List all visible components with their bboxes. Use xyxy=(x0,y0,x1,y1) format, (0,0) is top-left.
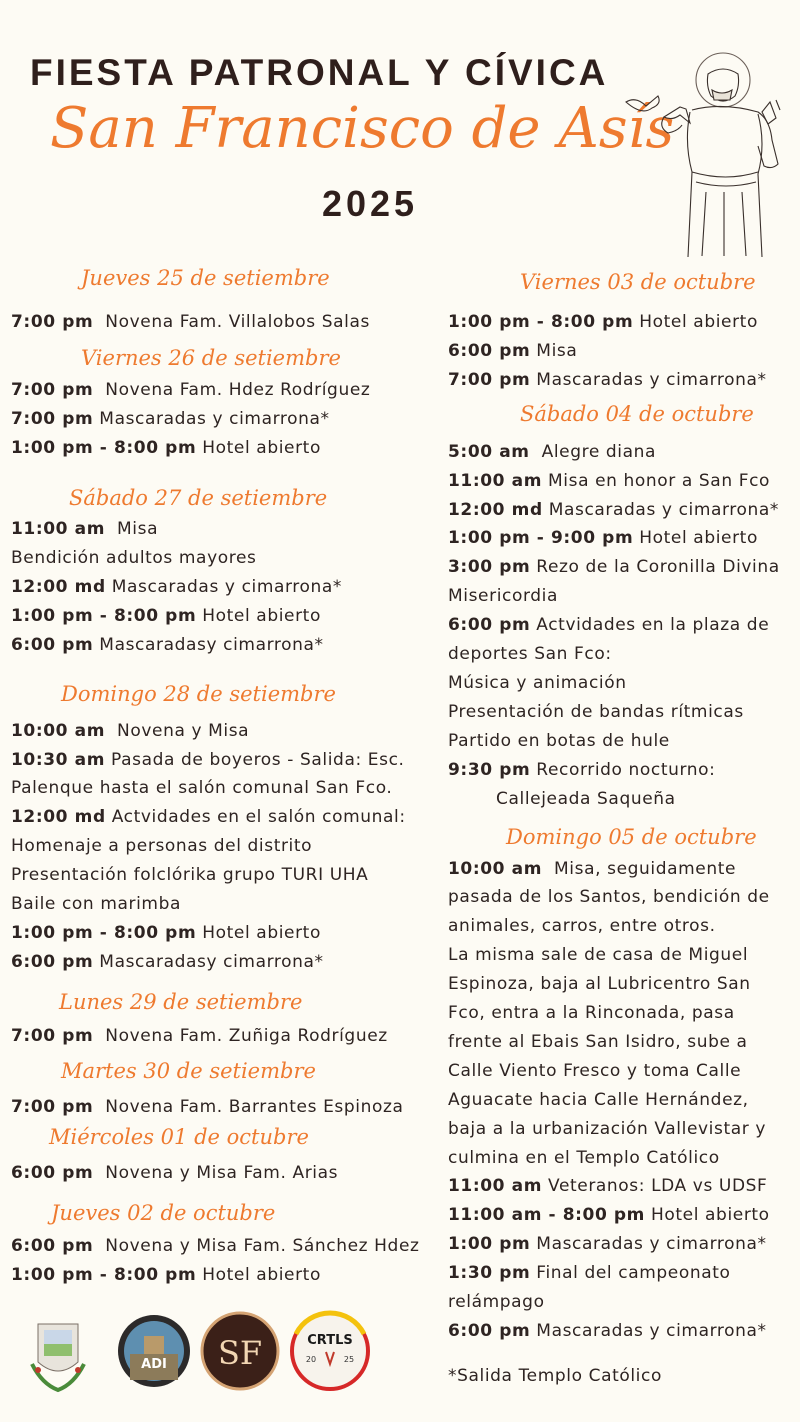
schedule-activity: Novena y Misa Fam. Arias xyxy=(93,1163,339,1183)
schedule-activity: Actvidades en la plaza de xyxy=(530,615,770,635)
schedule-item xyxy=(11,635,324,655)
schedule-item xyxy=(11,438,321,458)
schedule-time: 6:00 pm xyxy=(11,1236,94,1256)
schedule-activity: pasada de los Santos, bendición de xyxy=(448,887,770,907)
schedule-time: 1:00 pm - 8:00 pm xyxy=(11,923,197,943)
schedule-item xyxy=(448,471,770,491)
schedule-activity: Actvidades en el salón comunal: xyxy=(105,807,406,827)
schedule-item xyxy=(448,1061,741,1081)
schedule-activity: Espinoza, baja al Lubricentro San xyxy=(448,974,751,994)
schedule-time: 3:00 pm xyxy=(448,557,531,577)
day-heading: Domingo 05 de octubre xyxy=(506,825,757,849)
schedule-activity: Aguacate hacia Calle Hernández, xyxy=(448,1090,749,1110)
schedule-item xyxy=(11,894,181,914)
schedule-activity: baja a la urbanización Vallevistar y xyxy=(448,1119,766,1139)
schedule-activity: Novena Fam. Barrantes Espinoza xyxy=(93,1097,404,1117)
schedule-item xyxy=(448,586,558,606)
schedule-activity: Mascaradasy cimarrona* xyxy=(93,952,324,972)
schedule-item xyxy=(11,1265,321,1285)
schedule-time: 12:00 md xyxy=(11,577,106,597)
schedule-item xyxy=(11,865,368,885)
schedule-item xyxy=(11,1236,420,1256)
schedule-item xyxy=(448,1032,748,1052)
schedule-activity: Hotel abierto xyxy=(196,1265,321,1285)
schedule-activity: Mascaradas y cimarrona* xyxy=(530,1321,767,1341)
schedule-item xyxy=(448,644,612,664)
day-heading: Jueves 25 de setiembre xyxy=(81,266,330,290)
schedule-time: 1:00 pm - 8:00 pm xyxy=(11,438,197,458)
svg-text:ADI: ADI xyxy=(141,1357,167,1372)
schedule-time: 6:00 pm xyxy=(448,341,531,361)
schedule-activity: Hotel abierto xyxy=(633,528,758,548)
schedule-item xyxy=(448,789,676,809)
schedule-time: 11:00 am xyxy=(448,471,543,491)
schedule-item xyxy=(11,519,158,539)
schedule-item xyxy=(11,1097,404,1117)
schedule-activity: Palenque hasta el salón comunal San Fco. xyxy=(11,778,393,798)
schedule-activity: Rezo de la Coronilla Divina xyxy=(530,557,780,577)
schedule-activity: Hotel abierto xyxy=(645,1205,770,1225)
schedule-time: 11:00 am - 8:00 pm xyxy=(448,1205,645,1225)
schedule-activity: Mascaradas y cimarrona* xyxy=(530,1234,767,1254)
schedule-activity: Mascaradas y cimarrona* xyxy=(93,409,330,429)
schedule-item xyxy=(448,500,779,520)
schedule-activity: frente al Ebais San Isidro, sube a xyxy=(448,1032,748,1052)
schedule-time: 1:00 pm - 8:00 pm xyxy=(11,1265,197,1285)
schedule-item xyxy=(448,312,758,332)
schedule-activity: Veteranos: LDA vs UDSF xyxy=(542,1176,768,1196)
schedule-activity: Mascaradas y cimarrona* xyxy=(542,500,780,520)
schedule-item xyxy=(448,1205,770,1225)
schedule-time: 11:00 am xyxy=(448,1176,543,1196)
schedule-activity: Misa en honor a San Fco xyxy=(542,471,771,491)
schedule-activity: La misma sale de casa de Miguel xyxy=(448,945,749,965)
schedule-activity: Misa, seguidamente xyxy=(542,859,737,879)
schedule-activity: relámpago xyxy=(448,1292,545,1312)
schedule-time: 6:00 pm xyxy=(11,1163,94,1183)
schedule-activity: Callejeada Saqueña xyxy=(448,789,676,809)
day-heading: Viernes 26 de setiembre xyxy=(81,346,341,370)
schedule-item xyxy=(11,577,342,597)
schedule-item xyxy=(448,702,744,722)
schedule-item xyxy=(448,341,577,361)
svg-text:25: 25 xyxy=(343,1355,355,1364)
event-year: 2025 xyxy=(321,183,419,224)
schedule-time: 6:00 pm xyxy=(11,952,94,972)
schedule-time: 1:00 pm - 8:00 pm xyxy=(11,606,197,626)
schedule-item xyxy=(11,1163,338,1183)
event-title: FIESTA PATRONAL Y CÍVICA xyxy=(30,52,609,93)
schedule-activity: deportes San Fco: xyxy=(448,644,612,664)
schedule-time: 7:00 pm xyxy=(11,312,94,332)
schedule-time: 1:00 pm - 8:00 pm xyxy=(448,312,634,332)
svg-text:20: 20 xyxy=(305,1355,317,1364)
schedule-activity: Partido en botas de hule xyxy=(448,731,670,751)
schedule-time: 7:00 pm xyxy=(11,380,94,400)
schedule-activity: Alegre diana xyxy=(529,442,657,462)
schedule-activity: Calle Viento Fresco y toma Calle xyxy=(448,1061,742,1081)
schedule-activity: Mascaradasy cimarrona* xyxy=(93,635,324,655)
schedule-activity: culmina en el Templo Católico xyxy=(448,1148,720,1168)
schedule-activity: Novena Fam. Hdez Rodríguez xyxy=(93,380,371,400)
schedule-item xyxy=(11,952,324,972)
schedule-activity: Novena Fam. Zuñiga Rodríguez xyxy=(93,1026,388,1046)
schedule-item xyxy=(448,1119,766,1139)
day-heading: Miércoles 01 de octubre xyxy=(49,1125,309,1149)
schedule-item xyxy=(448,1321,767,1341)
svg-text:CRTLS: CRTLS xyxy=(307,1333,353,1348)
schedule-activity: Novena y Misa Fam. Sánchez Hdez xyxy=(93,1236,420,1256)
schedule-activity: Hotel abierto xyxy=(196,923,321,943)
schedule-activity: Hotel abierto xyxy=(633,312,758,332)
schedule-item xyxy=(448,442,656,462)
schedule-item xyxy=(448,760,716,780)
crtls-logo xyxy=(292,1313,368,1389)
schedule-item xyxy=(11,807,406,827)
schedule-activity: animales, carros, entre otros. xyxy=(448,916,716,936)
schedule-item xyxy=(11,750,405,770)
schedule-item xyxy=(448,557,780,577)
schedule-activity: Misericordia xyxy=(448,586,558,606)
day-heading: Viernes 03 de octubre xyxy=(520,270,756,294)
schedule-item xyxy=(448,887,770,907)
schedule-activity: Mascaradas y cimarrona* xyxy=(105,577,343,597)
schedule-item xyxy=(11,1026,388,1046)
adi-logo xyxy=(118,1315,190,1387)
schedule-activity: Baile con marimba xyxy=(11,894,181,914)
day-heading: Domingo 28 de setiembre xyxy=(61,682,336,706)
schedule-time: 1:00 pm - 9:00 pm xyxy=(448,528,634,548)
schedule-item xyxy=(448,1176,767,1196)
schedule-time: 6:00 pm xyxy=(11,635,94,655)
saint-francis-illustration xyxy=(620,52,790,257)
schedule-item xyxy=(11,836,312,856)
schedule-item xyxy=(11,409,330,429)
sponsor-logos xyxy=(28,1304,378,1404)
schedule-activity: Novena Fam. Villalobos Salas xyxy=(93,312,370,332)
schedule-item xyxy=(448,1263,731,1283)
schedule-item xyxy=(11,606,321,626)
schedule-item xyxy=(11,923,321,943)
schedule-item xyxy=(448,1090,749,1110)
day-heading: Sábado 04 de octubre xyxy=(520,402,754,426)
schedule-activity: Hotel abierto xyxy=(196,438,321,458)
schedule-time: 7:00 pm xyxy=(11,409,94,429)
schedule-time: 7:00 pm xyxy=(11,1026,94,1046)
schedule-time: 1:30 pm xyxy=(448,1263,531,1283)
municipal-coat-of-arms-logo xyxy=(32,1324,84,1390)
schedule-activity: Final del campeonato xyxy=(530,1263,731,1283)
schedule-item xyxy=(448,1003,735,1023)
schedule-activity: Homenaje a personas del distrito xyxy=(11,836,313,856)
schedule-activity: Música y animación xyxy=(448,673,627,693)
schedule-item xyxy=(448,673,627,693)
day-heading: Jueves 02 de octubre xyxy=(51,1201,276,1225)
schedule-activity: Misa xyxy=(530,341,578,361)
schedule-activity: Misa xyxy=(105,519,159,539)
schedule-item xyxy=(11,380,370,400)
schedule-item xyxy=(11,548,256,568)
schedule-item xyxy=(448,731,670,751)
schedule-activity: Pasada de boyeros - Salida: Esc. xyxy=(105,750,405,770)
schedule-time: 10:00 am xyxy=(448,859,543,879)
schedule-item xyxy=(11,312,370,332)
footnote: *Salida Templo Católico xyxy=(448,1366,662,1386)
schedule-item xyxy=(448,916,716,936)
schedule-item xyxy=(448,1292,545,1312)
schedule-item xyxy=(11,721,249,741)
schedule-time: 11:00 am xyxy=(11,519,106,539)
schedule-item xyxy=(448,1148,720,1168)
schedule-time: 10:00 am xyxy=(11,721,106,741)
schedule-item xyxy=(448,974,751,994)
svg-text:SF: SF xyxy=(217,1334,263,1372)
schedule-time: 12:00 md xyxy=(448,500,543,520)
day-heading: Lunes 29 de setiembre xyxy=(59,990,303,1014)
schedule-item xyxy=(448,370,767,390)
schedule-activity: Presentación de bandas rítmicas xyxy=(448,702,744,722)
day-heading: Martes 30 de setiembre xyxy=(61,1059,316,1083)
event-saint-name: San Francisco de Asís xyxy=(50,96,675,161)
schedule-activity: Novena y Misa xyxy=(105,721,250,741)
schedule-activity: Hotel abierto xyxy=(196,606,321,626)
schedule-activity: Bendición adultos mayores xyxy=(11,548,257,568)
schedule-time: 6:00 pm xyxy=(448,615,531,635)
schedule-item xyxy=(448,859,736,879)
schedule-activity: Presentación folclórika grupo TURI UHA xyxy=(11,865,369,885)
schedule-activity: Fco, entra a la Rinconada, pasa xyxy=(448,1003,735,1023)
schedule-item xyxy=(448,945,748,965)
sf-logo xyxy=(202,1313,278,1389)
schedule-item xyxy=(11,778,392,798)
schedule-time: 1:00 pm xyxy=(448,1234,531,1254)
day-heading: Sábado 27 de setiembre xyxy=(69,486,328,510)
schedule-item xyxy=(448,1234,767,1254)
schedule-time: 7:00 pm xyxy=(11,1097,94,1117)
schedule-time: 12:00 md xyxy=(11,807,106,827)
schedule-activity: Mascaradas y cimarrona* xyxy=(530,370,767,390)
schedule-time: 9:30 pm xyxy=(448,760,531,780)
schedule-time: 10:30 am xyxy=(11,750,106,770)
schedule-time: 6:00 pm xyxy=(448,1321,531,1341)
schedule-time: 5:00 am xyxy=(448,442,530,462)
schedule-time: 7:00 pm xyxy=(448,370,531,390)
schedule-item xyxy=(448,528,758,548)
schedule-activity: Recorrido nocturno: xyxy=(530,760,716,780)
schedule-item xyxy=(448,615,769,635)
